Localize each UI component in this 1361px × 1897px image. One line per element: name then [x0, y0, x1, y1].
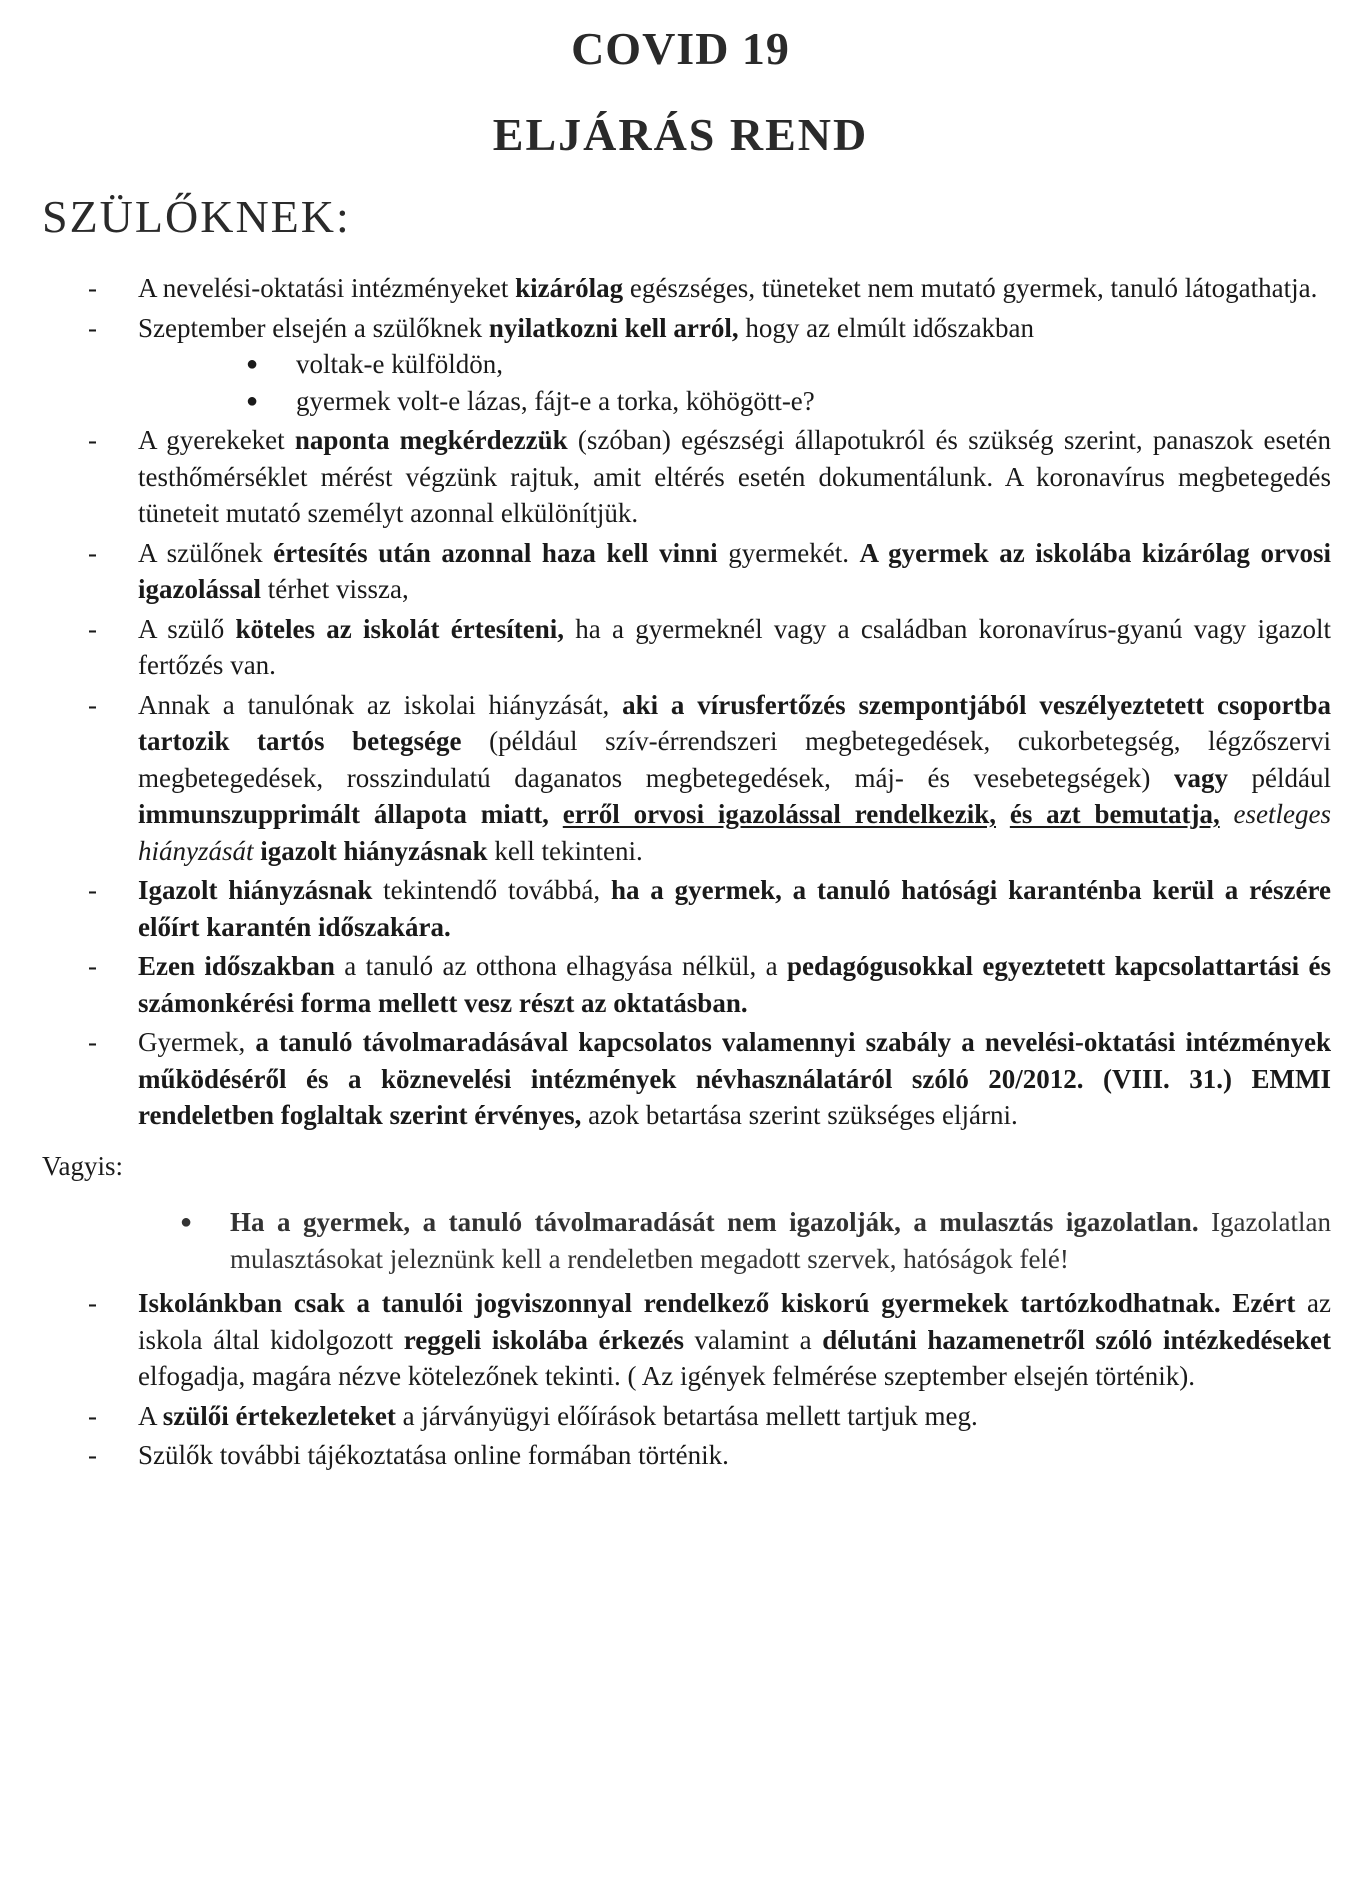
list-item: - A gyerekeket naponta megkérdezzük (szóban) egészségi állapotukról és szükség szerint, panaszok esetén testhőmérséklet mérést végzünk rajtuk, amit eltérés esetén dokumentálunk. A koronavírus megbetegedés tüneteit mutató személyt azonnal elkülönítjük. [42, 422, 1331, 532]
consequence-bullet: ● Ha a gyermek, a tanuló távolmaradását nem igazolják, a mulasztás igazolatlan. Igazolatlan mulasztásokat jeleznünk kell a rendeletben megadott szervek, hatóságok felé! [42, 1204, 1331, 1277]
dash-marker: - [88, 537, 97, 568]
dash-marker: - [88, 1400, 97, 1431]
dash-marker: - [88, 425, 97, 455]
bullet-marker: ● [180, 1211, 193, 1233]
list-item: - A szülőnek értesítés után azonnal haza kell vinni gyermekét. A gyermek az iskolába kizárólag orvosi igazolással térhet vissza, [42, 535, 1331, 608]
bullet-marker: ● [246, 353, 259, 375]
dash-marker: - [88, 312, 97, 343]
document-title: COVID 19 [571, 23, 790, 74]
list-item: - Szülők további tájékoztatása online formában történik. [42, 1437, 1331, 1474]
list-item: - Gyermek, a tanuló távolmaradásával kapcsolatos valamennyi szabály a nevelési-oktatási intézmények működéséről és a köznevelési intézmények névhasználatáról szóló 20/2012. (VIII. 31.) EMMI rendeletben foglaltak szerint érvényes, azok betartása szerint szükséges eljárni. [42, 1024, 1331, 1134]
dash-marker: - [88, 875, 97, 905]
bullet-marker: ● [246, 389, 259, 412]
audience-heading: SZÜLŐKNEK: [42, 191, 351, 242]
dash-marker: - [88, 1027, 97, 1057]
rules-list [42, 270, 1331, 1134]
dash-marker: - [88, 689, 97, 720]
document-subtitle: ELJÁRÁS REND [492, 109, 869, 160]
sub-list [138, 346, 1331, 419]
list-item: - Szeptember elsején a szülőknek nyilatkozni kell arról, hogy az elmúlt időszakban ● voltak-e külföldön, ● gyermek volt-e lázas, fájt-e a torka, köhögött-e? [42, 310, 1331, 420]
list-item: - A nevelési-oktatási intézményeket kizárólag egészséges, tüneteket nem mutató gyermek, tanuló látogathatja. [42, 270, 1331, 307]
dash-marker: - [88, 951, 97, 981]
document-body [42, 270, 1331, 1477]
vagyis-label: Vagyis: [42, 1150, 123, 1181]
list-item: - A szülő köteles az iskolát értesíteni, ha a gyermeknél vagy a családban koronavírus-gyanú vagy igazolt fertőzés van. [42, 611, 1331, 684]
list-item: - Annak a tanulónak az iskolai hiányzását, aki a vírusfertőzés szempontjából veszélyeztetett csoportba tartozik tartós betegsége (például szív-érrendszeri megbetegedések, cukorbetegség, légzőszervi megbetegedések, rosszindulatú daganatos megbetegedések, máj- és vesebetegségek) vagy például immunszupprimált állapota miatt, erről orvosi igazolással rendelkezik, és azt bemutatja, esetleges hiányzását igazolt hiányzásnak kell tekinteni. [42, 687, 1331, 870]
dash-marker: - [88, 613, 97, 644]
list-item: - Igazolt hiányzásnak tekintendő továbbá, ha a gyermek, a tanuló hatósági karanténba kerül a részére előírt karantén időszakára. [42, 872, 1331, 945]
list-item: - Ezen időszakban a tanuló az otthona elhagyása nélkül, a pedagógusokkal egyeztetett kapcsolattartási és számonkérési forma mellett vesz részt az oktatásban. [42, 948, 1331, 1021]
rules-list-2 [42, 1285, 1331, 1474]
sub-list-item: ● gyermek volt-e lázas, fájt-e a torka, köhögött-e? [246, 383, 1331, 420]
list-item: - A szülői értekezleteket a járványügyi előírások betartása mellett tartjuk meg. [42, 1398, 1331, 1435]
sub-list-item: ● voltak-e külföldön, [246, 346, 1331, 383]
dash-marker: - [88, 1440, 97, 1470]
dash-marker: - [88, 273, 97, 303]
dash-marker: - [88, 1288, 97, 1318]
list-item: - Iskolánkban csak a tanulói jogviszonnyal rendelkező kiskorú gyermekek tartózkodhatnak. Ezért az iskola által kidolgozott reggeli iskolába érkezés valamint a délutáni hazamenetről szóló intézkedéseket elfogadja, magára nézve kötelezőnek tekinti. ( Az igények felmérése szeptember elsején történik). [42, 1285, 1331, 1395]
